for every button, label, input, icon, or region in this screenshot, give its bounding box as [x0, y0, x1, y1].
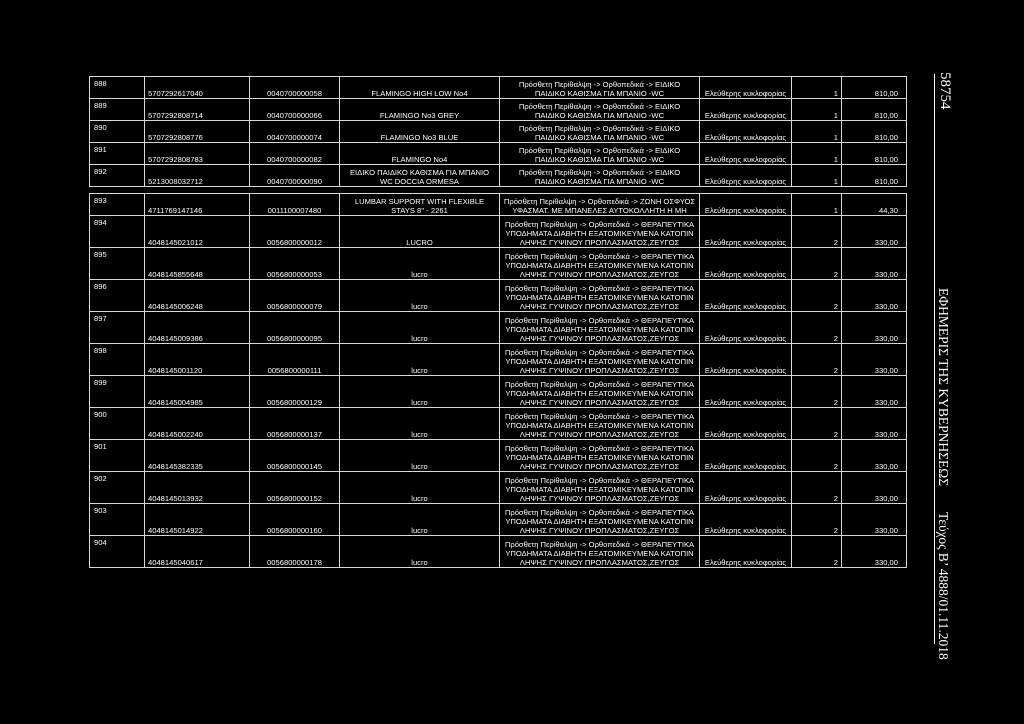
table-row — [90, 165, 907, 187]
status-cell: Ελεύθερης κυκλοφορίας — [700, 408, 792, 440]
table-row — [90, 312, 907, 344]
row-number: 896 — [90, 280, 145, 312]
status-cell: Ελεύθερης κυκλοφορίας — [700, 77, 792, 99]
code-cell: 0056800000079 — [250, 280, 340, 312]
category-cell: Πρόσθετη Περίθαλψη -> Ορθοπεδικά -> ΘΕΡΑΠΕΥΤΙΚΑ ΥΠΟΔΗΜΑΤΑ ΔΙΑΒΗΤΗ ΕΞΑΤΟΜΙΚΕΥΜΕΝΑ ΚΑΤΟΠΙΝ ΛΗΨΗΣ ΓΥΨΙΝΟΥ ΠΡΟΠΛΑΣΜΑΤΟΣ,ΖΕΥΓΟΣ — [500, 536, 700, 568]
group-spacer — [90, 187, 907, 194]
barcode-cell: 5707292808714 — [145, 99, 250, 121]
status-cell: Ελεύθερης κυκλοφορίας — [700, 344, 792, 376]
table-row — [90, 408, 907, 440]
barcode-cell: 5707292808776 — [145, 121, 250, 143]
status-cell: Ελεύθερης κυκλοφορίας — [700, 472, 792, 504]
row-number: 900 — [90, 408, 145, 440]
table-row — [90, 121, 907, 143]
table-row — [90, 344, 907, 376]
category-cell: Πρόσθετη Περίθαλψη -> Ορθοπεδικά -> ΘΕΡΑΠΕΥΤΙΚΑ ΥΠΟΔΗΜΑΤΑ ΔΙΑΒΗΤΗ ΕΞΑΤΟΜΙΚΕΥΜΕΝΑ ΚΑΤΟΠΙΝ ΛΗΨΗΣ ΓΥΨΙΝΟΥ ΠΡΟΠΛΑΣΜΑΤΟΣ,ΖΕΥΓΟΣ — [500, 472, 700, 504]
code-cell: 0056800000129 — [250, 376, 340, 408]
row-number: 902 — [90, 472, 145, 504]
products-table — [89, 76, 907, 568]
price-cell: 810,00 — [842, 77, 907, 99]
quantity-cell: 2 — [792, 408, 842, 440]
quantity-cell: 1 — [792, 99, 842, 121]
category-cell: Πρόσθετη Περίθαλψη -> Ορθοπεδικά -> ΘΕΡΑΠΕΥΤΙΚΑ ΥΠΟΔΗΜΑΤΑ ΔΙΑΒΗΤΗ ΕΞΑΤΟΜΙΚΕΥΜΕΝΑ ΚΑΤΟΠΙΝ ΛΗΨΗΣ ΓΥΨΙΝΟΥ ΠΡΟΠΛΑΣΜΑΤΟΣ,ΖΕΥΓΟΣ — [500, 408, 700, 440]
status-cell: Ελεύθερης κυκλοφορίας — [700, 216, 792, 248]
quantity-cell: 1 — [792, 194, 842, 216]
category-cell: Πρόσθετη Περίθαλψη -> Ορθοπεδικά -> ΘΕΡΑΠΕΥΤΙΚΑ ΥΠΟΔΗΜΑΤΑ ΔΙΑΒΗΤΗ ΕΞΑΤΟΜΙΚΕΥΜΕΝΑ ΚΑΤΟΠΙΝ ΛΗΨΗΣ ΓΥΨΙΝΟΥ ΠΡΟΠΛΑΣΜΑΤΟΣ,ΖΕΥΓΟΣ — [500, 312, 700, 344]
description-cell: lucro — [340, 344, 500, 376]
category-cell: Πρόσθετη Περίθαλψη -> Ορθοπεδικά -> ΕΙΔΙΚΟ ΠΑΙΔΙΚΟ ΚΑΘΙΣΜΑ ΓΙΑ ΜΠΑΝΙΟ -WC — [500, 143, 700, 165]
code-cell: 0056800000178 — [250, 536, 340, 568]
row-number: 889 — [90, 99, 145, 121]
row-number: 892 — [90, 165, 145, 187]
price-cell: 330,00 — [842, 248, 907, 280]
code-cell: 0056800000137 — [250, 408, 340, 440]
description-cell: lucro — [340, 280, 500, 312]
row-number: 904 — [90, 536, 145, 568]
quantity-cell: 2 — [792, 376, 842, 408]
quantity-cell: 1 — [792, 143, 842, 165]
code-cell: 0056800000012 — [250, 216, 340, 248]
price-cell: 330,00 — [842, 280, 907, 312]
table-row — [90, 536, 907, 568]
price-cell: 330,00 — [842, 504, 907, 536]
table-row — [90, 440, 907, 472]
table-body — [90, 77, 907, 568]
category-cell: Πρόσθετη Περίθαλψη -> Ορθοπεδικά -> ΘΕΡΑΠΕΥΤΙΚΑ ΥΠΟΔΗΜΑΤΑ ΔΙΑΒΗΤΗ ΕΞΑΤΟΜΙΚΕΥΜΕΝΑ ΚΑΤΟΠΙΝ ΛΗΨΗΣ ΓΥΨΙΝΟΥ ΠΡΟΠΛΑΣΜΑΤΟΣ,ΖΕΥΓΟΣ — [500, 504, 700, 536]
price-cell: 330,00 — [842, 376, 907, 408]
status-cell: Ελεύθερης κυκλοφορίας — [700, 143, 792, 165]
description-cell: FLAMINGO No4 — [340, 143, 500, 165]
quantity-cell: 2 — [792, 344, 842, 376]
code-cell: 0056800000111 — [250, 344, 340, 376]
price-cell: 810,00 — [842, 121, 907, 143]
category-cell: Πρόσθετη Περίθαλψη -> Ορθοπεδικά -> ΕΙΔΙΚΟ ΠΑΙΔΙΚΟ ΚΑΘΙΣΜΑ ΓΙΑ ΜΠΑΝΙΟ -WC — [500, 77, 700, 99]
code-cell: 0040700000074 — [250, 121, 340, 143]
status-cell: Ελεύθερης κυκλοφορίας — [700, 536, 792, 568]
code-cell: 0056800000160 — [250, 504, 340, 536]
row-number: 895 — [90, 248, 145, 280]
description-cell: lucro — [340, 376, 500, 408]
code-cell: 0011100007480 — [250, 194, 340, 216]
description-cell: lucro — [340, 408, 500, 440]
description-cell: lucro — [340, 472, 500, 504]
row-number: 897 — [90, 312, 145, 344]
barcode-cell: 4048145002240 — [145, 408, 250, 440]
row-number: 898 — [90, 344, 145, 376]
price-cell: 44,30 — [842, 194, 907, 216]
code-cell: 0056800000145 — [250, 440, 340, 472]
barcode-cell: 4048145382335 — [145, 440, 250, 472]
code-cell: 0040700000082 — [250, 143, 340, 165]
table-row — [90, 472, 907, 504]
row-number: 890 — [90, 121, 145, 143]
barcode-cell: 5707292617040 — [145, 77, 250, 99]
table-row — [90, 280, 907, 312]
code-cell: 0040700000090 — [250, 165, 340, 187]
description-cell: FLAMINGO No3 GREY — [340, 99, 500, 121]
barcode-cell: 5707292808783 — [145, 143, 250, 165]
barcode-cell: 4048145004985 — [145, 376, 250, 408]
barcode-cell: 4048145009386 — [145, 312, 250, 344]
journal-title: ΕΦΗΜΕΡΙΣ ΤΗΣ ΚΥΒΕΡΝΗΣΕΩΣ — [936, 288, 951, 487]
quantity-cell: 2 — [792, 440, 842, 472]
table-row — [90, 248, 907, 280]
category-cell: Πρόσθετη Περίθαλψη -> Ορθοπεδικά -> ΘΕΡΑΠΕΥΤΙΚΑ ΥΠΟΔΗΜΑΤΑ ΔΙΑΒΗΤΗ ΕΞΑΤΟΜΙΚΕΥΜΕΝΑ ΚΑΤΟΠΙΝ ΛΗΨΗΣ ΓΥΨΙΝΟΥ ΠΡΟΠΛΑΣΜΑΤΟΣ,ΖΕΥΓΟΣ — [500, 440, 700, 472]
table-row — [90, 143, 907, 165]
status-cell: Ελεύθερης κυκλοφορίας — [700, 194, 792, 216]
table-row — [90, 99, 907, 121]
table-row — [90, 216, 907, 248]
category-cell: Πρόσθετη Περίθαλψη -> Ορθοπεδικά -> ΘΕΡΑΠΕΥΤΙΚΑ ΥΠΟΔΗΜΑΤΑ ΔΙΑΒΗΤΗ ΕΞΑΤΟΜΙΚΕΥΜΕΝΑ ΚΑΤΟΠΙΝ ΛΗΨΗΣ ΓΥΨΙΝΟΥ ΠΡΟΠΛΑΣΜΑΤΟΣ,ΖΕΥΓΟΣ — [500, 280, 700, 312]
category-cell: Πρόσθετη Περίθαλψη -> Ορθοπεδικά -> ΘΕΡΑΠΕΥΤΙΚΑ ΥΠΟΔΗΜΑΤΑ ΔΙΑΒΗΤΗ ΕΞΑΤΟΜΙΚΕΥΜΕΝΑ ΚΑΤΟΠΙΝ ΛΗΨΗΣ ΓΥΨΙΝΟΥ ΠΡΟΠΛΑΣΜΑΤΟΣ,ΖΕΥΓΟΣ — [500, 376, 700, 408]
code-cell: 0056800000152 — [250, 472, 340, 504]
status-cell: Ελεύθερης κυκλοφορίας — [700, 504, 792, 536]
price-cell: 330,00 — [842, 440, 907, 472]
quantity-cell: 1 — [792, 121, 842, 143]
row-number: 893 — [90, 194, 145, 216]
description-cell: lucro — [340, 504, 500, 536]
table-row — [90, 376, 907, 408]
status-cell: Ελεύθερης κυκλοφορίας — [700, 440, 792, 472]
quantity-cell: 2 — [792, 504, 842, 536]
barcode-cell: 4048145013932 — [145, 472, 250, 504]
quantity-cell: 1 — [792, 77, 842, 99]
barcode-cell: 4048145001120 — [145, 344, 250, 376]
barcode-cell: 4711769147146 — [145, 194, 250, 216]
barcode-cell: 4048145014922 — [145, 504, 250, 536]
row-number: 903 — [90, 504, 145, 536]
description-cell: lucro — [340, 536, 500, 568]
description-cell: lucro — [340, 440, 500, 472]
price-cell: 330,00 — [842, 216, 907, 248]
status-cell: Ελεύθερης κυκλοφορίας — [700, 280, 792, 312]
description-cell: lucro — [340, 248, 500, 280]
row-number: 901 — [90, 440, 145, 472]
row-number: 888 — [90, 77, 145, 99]
barcode-cell: 4048145006248 — [145, 280, 250, 312]
description-cell: LUCRO — [340, 216, 500, 248]
price-cell: 810,00 — [842, 99, 907, 121]
row-number: 891 — [90, 143, 145, 165]
quantity-cell: 2 — [792, 216, 842, 248]
code-cell: 0040700000058 — [250, 77, 340, 99]
table-row — [90, 194, 907, 216]
category-cell: Πρόσθετη Περίθαλψη -> Ορθοπεδικά -> ΘΕΡΑΠΕΥΤΙΚΑ ΥΠΟΔΗΜΑΤΑ ΔΙΑΒΗΤΗ ΕΞΑΤΟΜΙΚΕΥΜΕΝΑ ΚΑΤΟΠΙΝ ΛΗΨΗΣ ΓΥΨΙΝΟΥ ΠΡΟΠΛΑΣΜΑΤΟΣ,ΖΕΥΓΟΣ — [500, 216, 700, 248]
price-cell: 330,00 — [842, 536, 907, 568]
quantity-cell: 2 — [792, 312, 842, 344]
barcode-cell: 4048145021012 — [145, 216, 250, 248]
quantity-cell: 2 — [792, 536, 842, 568]
category-cell: Πρόσθετη Περίθαλψη -> Ορθοπεδικά -> ΕΙΔΙΚΟ ΠΑΙΔΙΚΟ ΚΑΘΙΣΜΑ ΓΙΑ ΜΠΑΝΙΟ -WC — [500, 121, 700, 143]
price-cell: 810,00 — [842, 165, 907, 187]
barcode-cell: 4048145855648 — [145, 248, 250, 280]
issue-reference: Τεύχος B’ 4888/01.11.2018 — [936, 512, 951, 660]
description-cell: ΕΙΔΙΚΟ ΠΑΙΔΙΚΟ ΚΑΘΙΣΜΑ ΓΙΑ ΜΠΑΝΙΟ WC DOCCIA ORMESA — [340, 165, 500, 187]
page-number: 58754 — [937, 72, 953, 110]
category-cell: Πρόσθετη Περίθαλψη -> Ορθοπεδικά -> ΕΙΔΙΚΟ ΠΑΙΔΙΚΟ ΚΑΘΙΣΜΑ ΓΙΑ ΜΠΑΝΙΟ -WC — [500, 165, 700, 187]
price-cell: 330,00 — [842, 472, 907, 504]
quantity-cell: 1 — [792, 165, 842, 187]
status-cell: Ελεύθερης κυκλοφορίας — [700, 248, 792, 280]
description-cell: lucro — [340, 312, 500, 344]
quantity-cell: 2 — [792, 248, 842, 280]
code-cell: 0056800000095 — [250, 312, 340, 344]
code-cell: 0040700000066 — [250, 99, 340, 121]
description-cell: FLAMINGO No3 BLUE — [340, 121, 500, 143]
description-cell: FLAMINGO HIGH LOW No4 — [340, 77, 500, 99]
price-cell: 330,00 — [842, 312, 907, 344]
status-cell: Ελεύθερης κυκλοφορίας — [700, 165, 792, 187]
category-cell: Πρόσθετη Περίθαλψη -> Ορθοπεδικά -> ΕΙΔΙΚΟ ΠΑΙΔΙΚΟ ΚΑΘΙΣΜΑ ΓΙΑ ΜΠΑΝΙΟ -WC — [500, 99, 700, 121]
code-cell: 0056800000053 — [250, 248, 340, 280]
table-row — [90, 77, 907, 99]
barcode-cell: 5213008032712 — [145, 165, 250, 187]
category-cell: Πρόσθετη Περίθαλψη -> Ορθοπεδικά -> ΘΕΡΑΠΕΥΤΙΚΑ ΥΠΟΔΗΜΑΤΑ ΔΙΑΒΗΤΗ ΕΞΑΤΟΜΙΚΕΥΜΕΝΑ ΚΑΤΟΠΙΝ ΛΗΨΗΣ ΓΥΨΙΝΟΥ ΠΡΟΠΛΑΣΜΑΤΟΣ,ΖΕΥΓΟΣ — [500, 344, 700, 376]
quantity-cell: 2 — [792, 472, 842, 504]
price-cell: 810,00 — [842, 143, 907, 165]
status-cell: Ελεύθερης κυκλοφορίας — [700, 99, 792, 121]
status-cell: Ελεύθερης κυκλοφορίας — [700, 376, 792, 408]
price-cell: 330,00 — [842, 408, 907, 440]
category-cell: Πρόσθετη Περίθαλψη -> Ορθοπεδικά -> ΖΩΝΗ ΟΣΦΥΟΣ ΥΦΑΣΜΑΤ. ΜΕ ΜΠΑΝΕΛΕΣ ΑΥΤΟΚΟΛΛΗΤΗ Η ΜΗ — [500, 194, 700, 216]
barcode-cell: 4048145040617 — [145, 536, 250, 568]
status-cell: Ελεύθερης κυκλοφορίας — [700, 121, 792, 143]
description-cell: LUMBAR SUPPORT WITH FLEXIBLE STAYS 8'' - 2261 — [340, 194, 500, 216]
category-cell: Πρόσθετη Περίθαλψη -> Ορθοπεδικά -> ΘΕΡΑΠΕΥΤΙΚΑ ΥΠΟΔΗΜΑΤΑ ΔΙΑΒΗΤΗ ΕΞΑΤΟΜΙΚΕΥΜΕΝΑ ΚΑΤΟΠΙΝ ΛΗΨΗΣ ΓΥΨΙΝΟΥ ΠΡΟΠΛΑΣΜΑΤΟΣ,ΖΕΥΓΟΣ — [500, 248, 700, 280]
table-row — [90, 504, 907, 536]
row-number: 894 — [90, 216, 145, 248]
status-cell: Ελεύθερης κυκλοφορίας — [700, 312, 792, 344]
price-cell: 330,00 — [842, 344, 907, 376]
quantity-cell: 2 — [792, 280, 842, 312]
row-number: 899 — [90, 376, 145, 408]
